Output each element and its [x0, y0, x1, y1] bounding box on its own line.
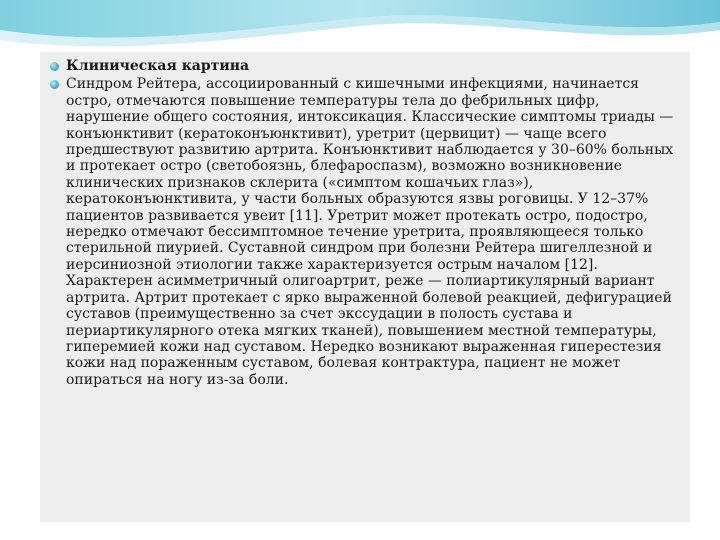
- circle-bullet-icon: [50, 62, 59, 71]
- bullet-body: [48, 76, 682, 388]
- body-text: Синдром Рейтера, ассоциированный с кишечными инфекциями, начинается остро, отмечаются повышение температуры тела до фебрильных цифр, нарушение общего состояния, интоксикация. Классические симптомы триады — конъюнктивит (кератоконъюнктивит), уретрит (цервицит) — чаще всего предшествуют развитию артрита. Конъюнктивит наблюдается у 30–60% больных и протекает остро (светобоязнь, блефароспазм), возможно возникновение клинических признаков склерита («симптом кошачьих глаз»), кератоконъюнктивита, у части больных образуются язвы роговицы. У 12–37% пациентов развивается увеит [11]. Уретрит может протекать остро, подостро, нередко отмечают бессимптомное течение уретрита, проявляющееся только стерильной пиурией. Суставной синдром при болезни Рейтера шигеллезной и иерсиниозной этиологии также характеризуется острым началом [12]. Характерен асимметричный олигоартрит, реже — полиартикулярный вариант артрита. Артрит протекает с ярко выраженной болевой реакцией, дефигурацией суставов (преимущественно за счет экссудации в полость сустава и периартикулярного отека мягких тканей), повышением местной температуры, гиперемией кожи над суставом. Нередко возникают выраженная гиперестезия кожи над пораженным суставом, болевая контрактура, пациент не может опираться на ногу из-за боли.: [66, 76, 674, 388]
- heading-text: Клиническая картина: [66, 58, 250, 74]
- bullet-list: [48, 58, 682, 388]
- bullet-heading: [48, 58, 682, 74]
- circle-bullet-icon: [50, 80, 59, 89]
- top-wave-decoration: [0, 0, 720, 60]
